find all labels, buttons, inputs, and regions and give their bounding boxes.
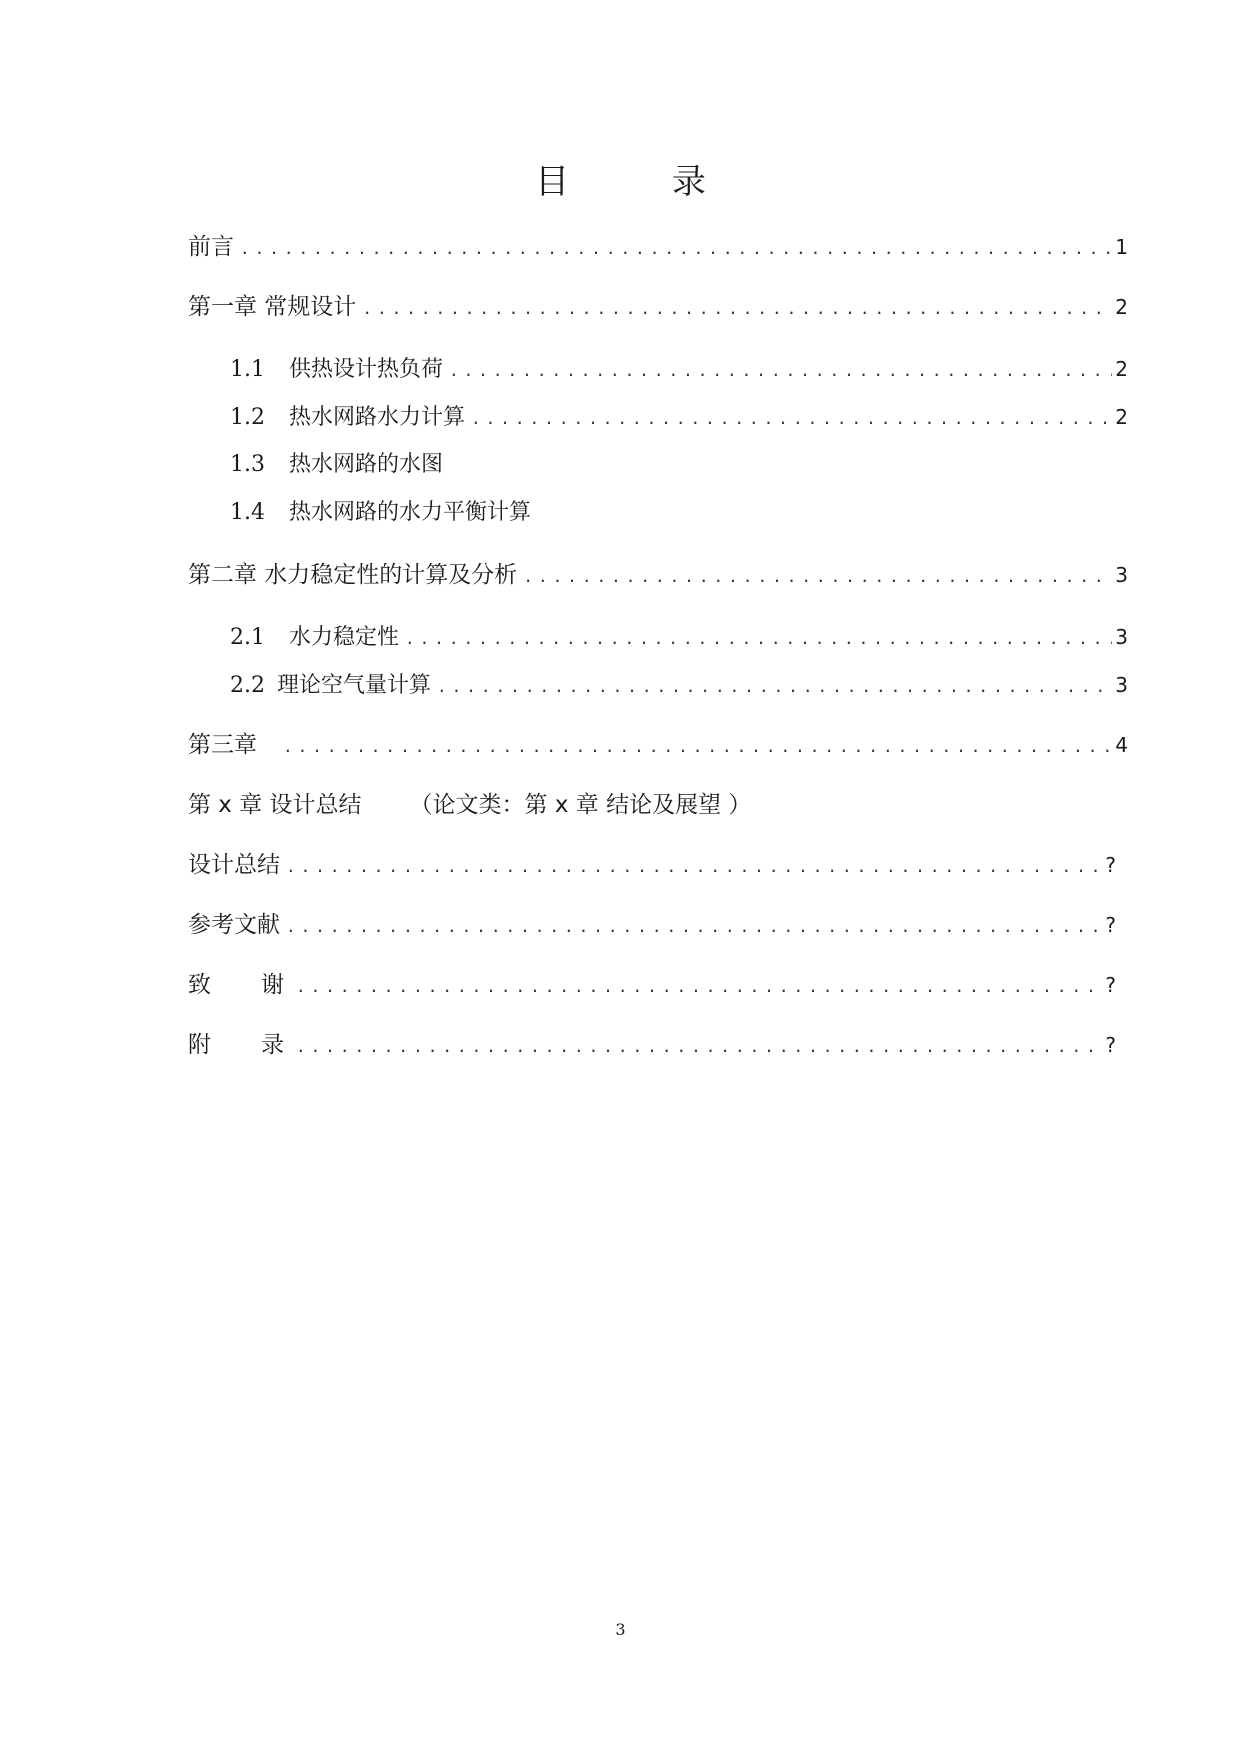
dot-leader (449, 354, 1112, 388)
toc-entry-section-1-3[interactable] (230, 448, 443, 482)
toc-entry-section-2-1[interactable] (230, 620, 1128, 654)
dot-leader (362, 292, 1112, 326)
dot-leader (523, 560, 1112, 594)
toc-entry-acknowledgements[interactable] (188, 968, 1116, 1002)
toc-entry-section-2-2[interactable] (230, 668, 1128, 702)
toc-section-number: 1.4 (230, 500, 265, 525)
dot-leader (296, 970, 1100, 1004)
toc-page-number: 3 (1115, 625, 1128, 649)
toc-label: 第 x 章 设计总结 (188, 792, 362, 818)
dot-leader (296, 1030, 1100, 1064)
toc-label: 致谢 (188, 972, 334, 998)
toc-entry-chapter-x[interactable] (188, 788, 751, 822)
dot-leader (405, 622, 1112, 656)
toc-entry-chapter-3[interactable] (188, 728, 1128, 762)
toc-label: 参考文献 (188, 912, 280, 938)
toc-note: （论文类：第 x 章 结论及展望 ） (409, 792, 752, 818)
toc-entry-chapter-2[interactable] (188, 558, 1128, 592)
toc-section-number: 2.2 (230, 673, 265, 698)
toc-label: 第一章 常规设计 (188, 294, 357, 320)
toc-entry-chapter-1[interactable] (188, 290, 1128, 324)
toc-label: 附录 (188, 1032, 334, 1058)
toc-label: 热水网路的水图 (289, 452, 444, 477)
toc-page-number: ? (1105, 853, 1116, 877)
toc-label: 第三章 (188, 732, 257, 758)
toc-entry-section-1-1[interactable] (230, 352, 1128, 386)
toc-page-number: 4 (1115, 733, 1128, 757)
toc-page-number: ? (1105, 913, 1116, 937)
toc-page-number: 1 (1115, 235, 1128, 259)
dot-leader (286, 910, 1100, 944)
toc-entry-preface[interactable] (188, 230, 1128, 264)
toc-page-number: 3 (1115, 673, 1128, 697)
toc-label: 前言 (188, 234, 234, 260)
toc-page-number: 2 (1115, 295, 1128, 319)
footer-page-number: 3 (615, 1620, 626, 1639)
toc-page-number: 2 (1115, 405, 1128, 429)
dot-leader (240, 232, 1112, 266)
toc-entry-appendix[interactable] (188, 1028, 1116, 1062)
dot-leader (283, 730, 1112, 764)
toc-page-number: ? (1105, 1033, 1116, 1057)
toc-label: 设计总结 (188, 852, 280, 878)
toc-label: 热水网路的水力平衡计算 (289, 500, 532, 525)
toc-label: 第二章 水力稳定性的计算及分析 (188, 562, 518, 588)
toc-entry-references[interactable] (188, 908, 1116, 942)
toc-label: 供热设计热负荷 (289, 357, 444, 382)
page-title: 目 录 (535, 162, 752, 202)
toc-section-number: 1.1 (230, 357, 265, 382)
toc-section-number: 2.1 (230, 625, 265, 650)
toc-page-number: ? (1105, 973, 1116, 997)
toc-entry-section-1-4[interactable] (230, 496, 531, 530)
toc-section-number: 1.2 (230, 405, 265, 430)
toc-label: 水力稳定性 (289, 625, 400, 650)
dot-leader (471, 402, 1112, 436)
dot-leader (286, 850, 1100, 884)
toc-page-number: 2 (1115, 357, 1128, 381)
toc-section-number: 1.3 (230, 452, 265, 477)
toc-page-number: 3 (1115, 563, 1128, 587)
dot-leader (437, 670, 1112, 704)
toc-label: 理论空气量计算 (277, 673, 432, 698)
toc-entry-design-summary[interactable] (188, 848, 1116, 882)
toc-label: 热水网路水力计算 (289, 405, 466, 430)
toc-entry-section-1-2[interactable] (230, 400, 1128, 434)
